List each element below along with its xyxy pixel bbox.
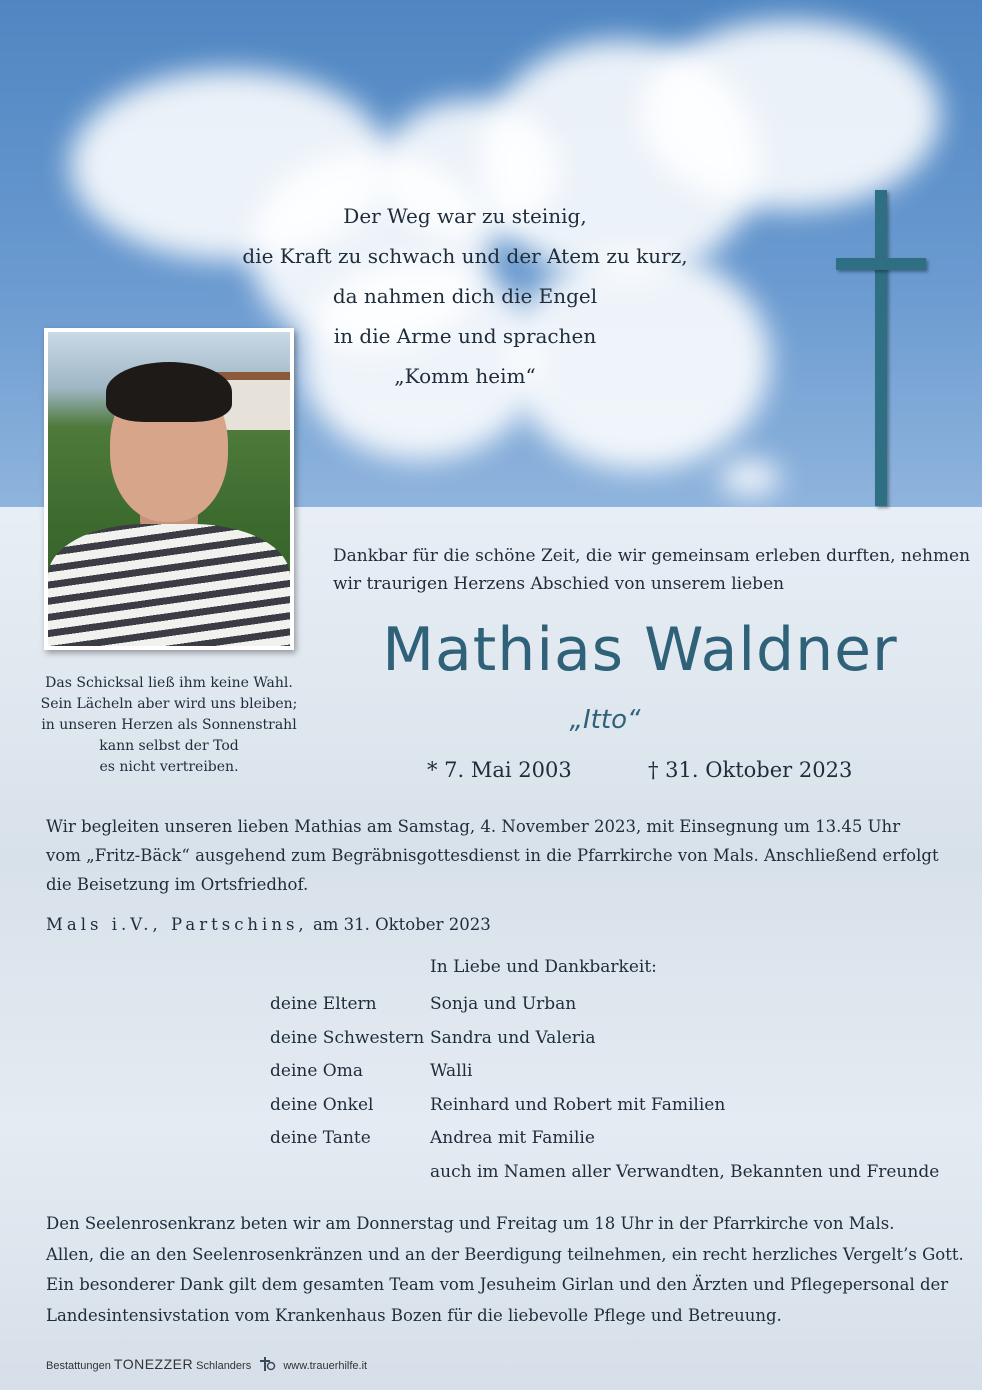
side-quote-line: Sein Lächeln aber wird uns bleiben; — [40, 696, 298, 712]
side-quote — [36, 673, 302, 778]
mourner-row — [270, 1095, 970, 1125]
footer-prefix: Bestattungen — [46, 1360, 111, 1372]
intro-line: Dankbar für die schöne Zeit, die wir gemeinsam erleben durften, nehmen — [333, 546, 971, 566]
footer-brand: TONEZZER — [113, 1356, 194, 1372]
side-quote-line: es nicht vertreiben. — [99, 759, 239, 775]
mourner-names: Andrea mit Familie — [430, 1128, 595, 1148]
birth-date: * 7. Mai 2003 — [427, 758, 572, 782]
footer-suffix: Schlanders — [196, 1360, 252, 1372]
mourner-row — [270, 1128, 970, 1158]
mourners-heading: In Liebe und Dankbarkeit: — [430, 957, 657, 977]
mourner-row — [270, 994, 970, 1024]
side-quote-line: kann selbst der Tod — [99, 738, 239, 754]
poem-line: Der Weg war zu steinig, — [343, 204, 587, 228]
mourner-relation: deine Oma — [270, 1061, 363, 1081]
announcement-date: am 31. Oktober 2023 — [312, 915, 491, 934]
funeral-line: die Beisetzung im Ortsfriedhof. — [46, 875, 309, 894]
closing-line: Landesintensivstation vom Krankenhaus Bozen für die liebevolle Pflege und Betreuung. — [46, 1305, 782, 1325]
poem-line: „Komm heim“ — [394, 364, 536, 388]
mourner-names: Sonja und Urban — [430, 994, 577, 1014]
side-quote-line: Das Schicksal ließ ihm keine Wahl. — [45, 675, 293, 691]
side-quote-line: in unseren Herzen als Sonnenstrahl — [41, 717, 297, 733]
mourner-relation: deine Tante — [270, 1128, 371, 1148]
mourner-row — [270, 1061, 970, 1091]
closing-text — [46, 1209, 964, 1331]
mourner-relation: deine Schwestern — [270, 1027, 425, 1048]
closing-line: Allen, die an den Seelenrosenkränzen und an der Beerdigung teilnehmen, ein recht herzliches Vergelt’s Gott. — [46, 1244, 964, 1264]
mourner-relation: deine Onkel — [270, 1094, 374, 1115]
intro-text — [333, 542, 971, 598]
mourner-row — [270, 1028, 970, 1058]
funeral-home-logo-icon — [258, 1357, 276, 1371]
mourners-footer: auch im Namen aller Verwandten, Bekannten und Freunde — [430, 1162, 940, 1182]
place: Mals i.V., Partschins, — [46, 915, 308, 934]
footer — [46, 1356, 367, 1372]
place-date — [46, 915, 491, 934]
funeral-line: Wir begleiten unseren lieben Mathias am Samstag, 4. November 2023, mit Einsegnung um 13.45 Uhr — [46, 817, 901, 836]
deceased-name: Mathias Waldner — [382, 615, 898, 685]
closing-line: Ein besonderer Dank gilt dem gesamten Team vom Jesuheim Girlan und den Ärzten und Pflegepersonal der — [46, 1275, 949, 1294]
portrait-photo — [44, 328, 294, 650]
funeral-line: vom „Fritz-Bäck“ ausgehend zum Begräbnisgottesdienst in die Pfarrkirche von Mals. Anschließend erfolgt — [46, 846, 939, 865]
intro-line: wir traurigen Herzens Abschied von unserem lieben — [333, 574, 785, 594]
poem-line: die Kraft zu schwach und der Atem zu kurz, — [242, 244, 688, 268]
funeral-details — [46, 812, 946, 899]
mourner-relation: deine Eltern — [270, 994, 377, 1014]
poem-line: in die Arme und sprachen — [333, 324, 597, 348]
nickname: „Itto“ — [569, 705, 641, 735]
mourner-names: Sandra und Valeria — [430, 1027, 596, 1048]
mourner-names: Reinhard und Robert mit Familien — [430, 1094, 726, 1115]
mourner-names: Walli — [430, 1061, 473, 1081]
death-date: † 31. Oktober 2023 — [648, 758, 853, 782]
footer-url[interactable]: www.trauerhilfe.it — [283, 1360, 368, 1372]
closing-line: Den Seelenrosenkranz beten wir am Donnerstag und Freitag um 18 Uhr in der Pfarrkirche von Mals. — [46, 1214, 895, 1233]
poem-line: da nahmen dich die Engel — [332, 284, 598, 308]
